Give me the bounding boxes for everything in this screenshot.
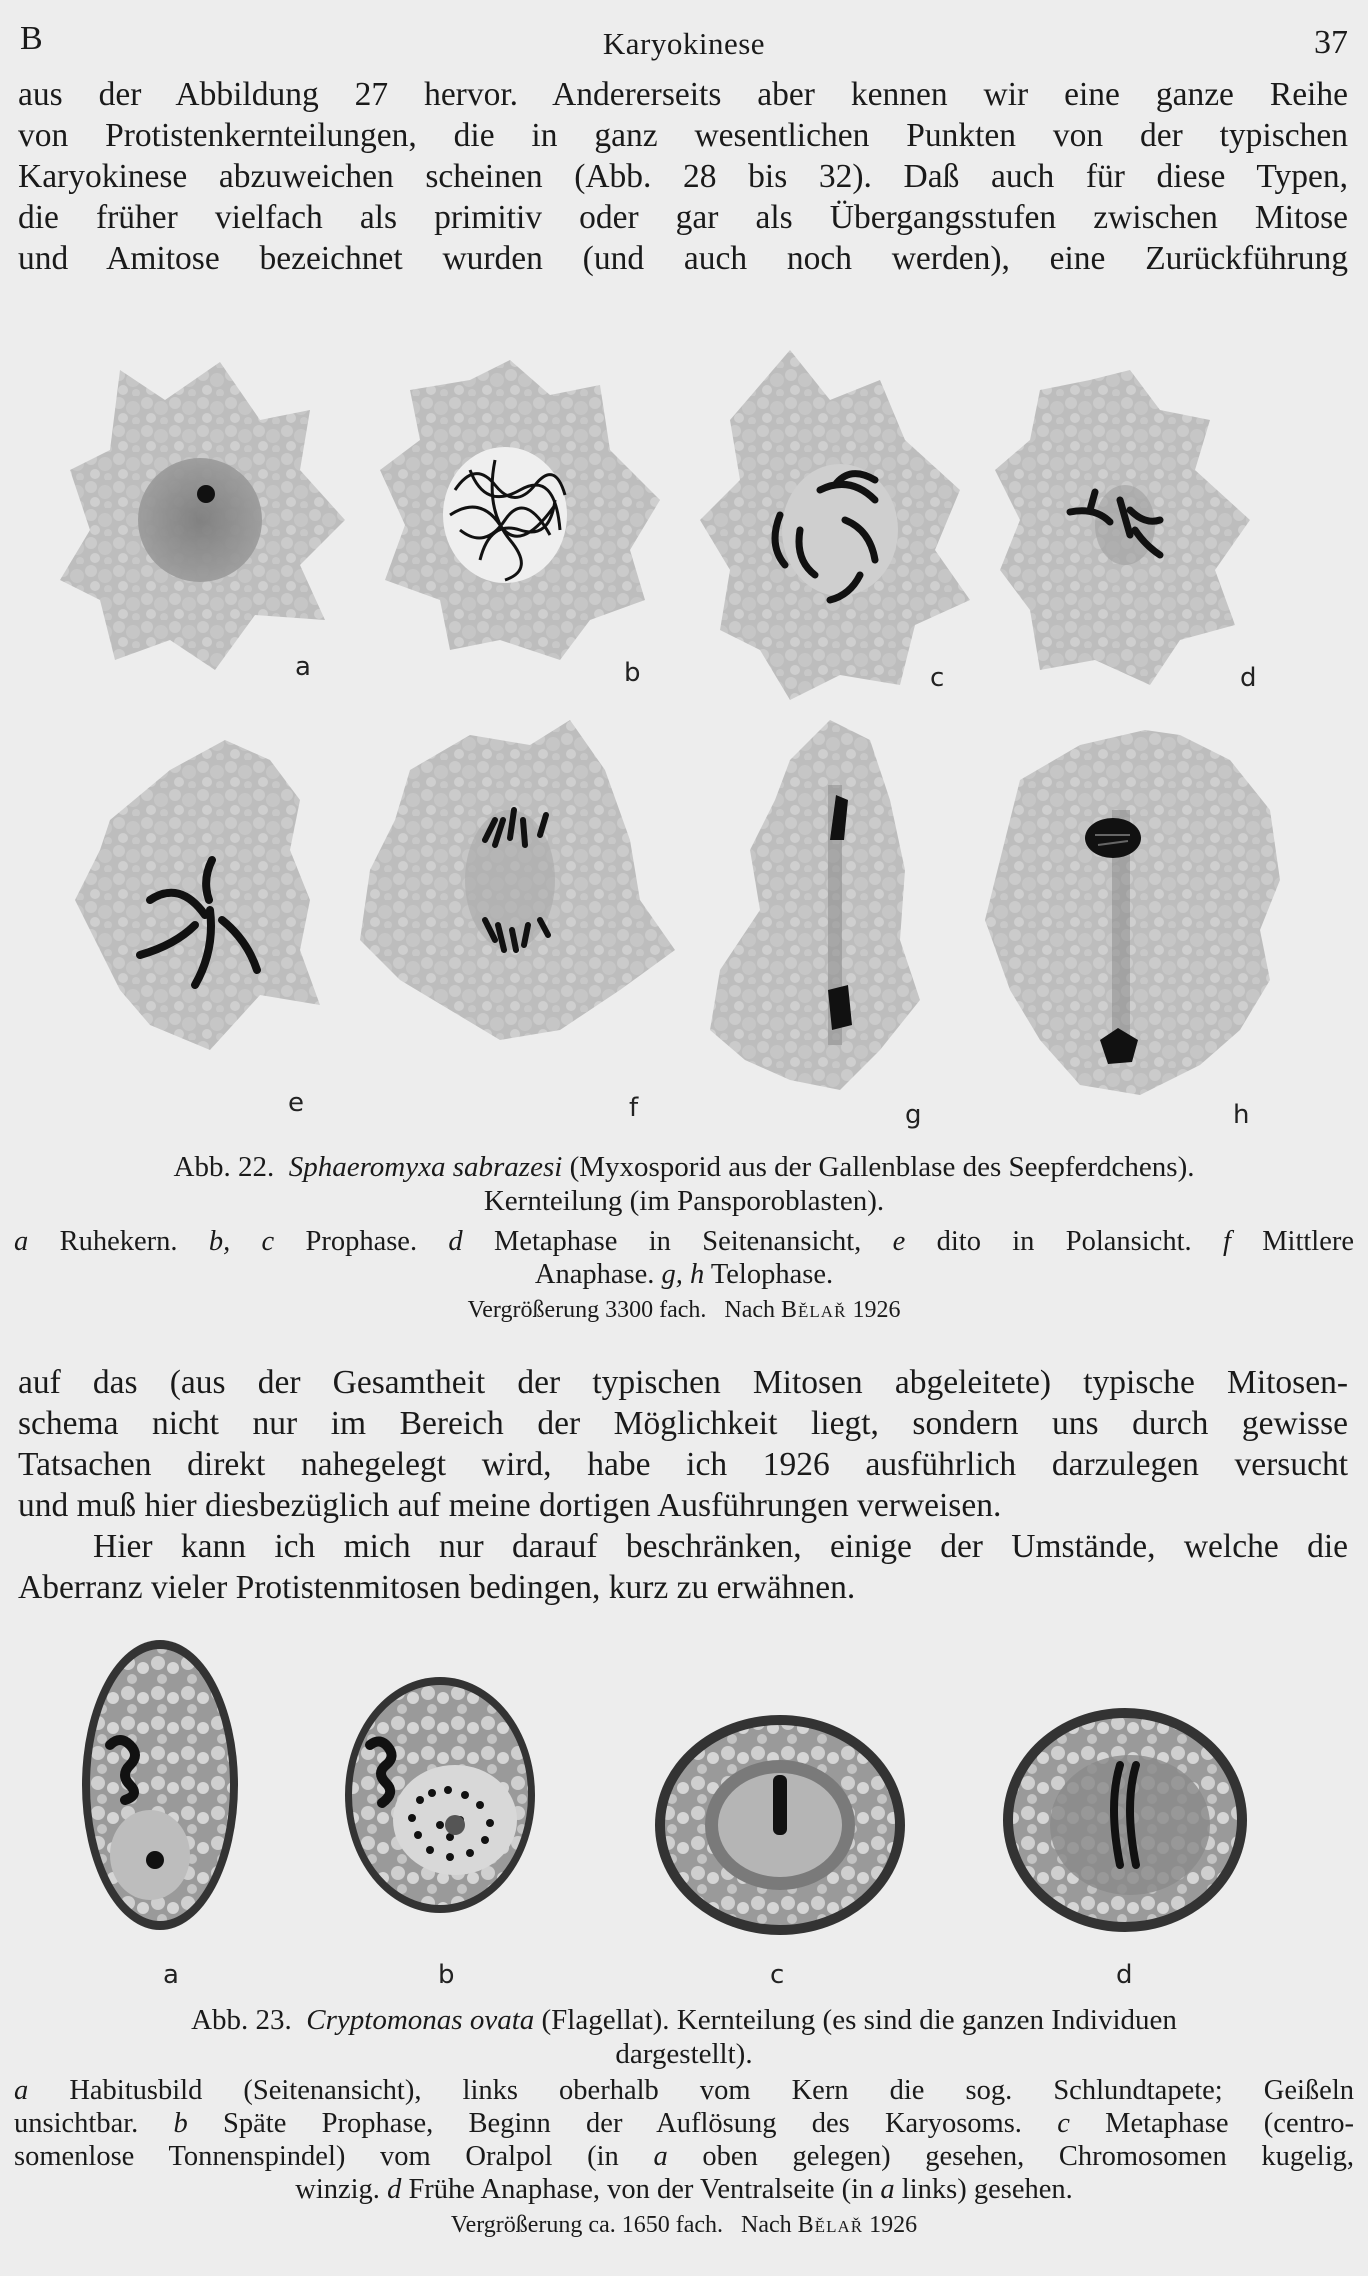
figure-23-legend bbox=[14, 2074, 1354, 2206]
figure-23-credit bbox=[0, 2212, 1368, 2239]
page-number: 37 bbox=[1314, 24, 1348, 61]
legend-text: dito in Polansicht. bbox=[905, 1226, 1223, 1257]
legend-key: b bbox=[173, 2108, 188, 2139]
cell-c bbox=[700, 350, 970, 700]
cell-b bbox=[380, 360, 660, 660]
figure-label: h bbox=[1233, 1100, 1250, 1130]
legend-key: a bbox=[14, 1226, 29, 1257]
caption-line bbox=[20, 2003, 1348, 2037]
cell-h bbox=[985, 730, 1280, 1095]
legend-text: Telophase. bbox=[704, 1259, 834, 1290]
figure-22-illustration bbox=[0, 340, 1368, 1140]
legend-line bbox=[14, 2074, 1354, 2107]
legend-key: b, c bbox=[208, 1226, 275, 1257]
figure-label: a bbox=[163, 1960, 179, 1990]
legend-key: d bbox=[448, 1226, 463, 1257]
text-line: aus der Abbildung 27 hervor. Andererseits aber kennen wir eine ganze Reihe bbox=[18, 76, 1348, 113]
paragraph-1 bbox=[18, 74, 1348, 279]
figure-22-legend bbox=[14, 1225, 1354, 1291]
paragraph-3 bbox=[18, 1526, 1348, 1608]
figure-label: e bbox=[288, 1088, 304, 1118]
cell-f bbox=[360, 720, 675, 1040]
caption-line: dargestellt). bbox=[615, 2038, 753, 2070]
legend-text: Habitusbild (Seitenansicht), links oberhalb vom Kern die sog. Schlundtapete; Geißeln bbox=[28, 2075, 1354, 2106]
running-head-title: Karyokinese bbox=[602, 26, 766, 61]
figure-label: a bbox=[295, 652, 311, 682]
legend-line bbox=[14, 2107, 1354, 2140]
caption-text: (Flagellat). Kernteilung (es sind die ganzen Individuen bbox=[541, 2004, 1177, 2036]
figure-23 bbox=[0, 1625, 1368, 1995]
caption-number: Abb. 23. bbox=[191, 2004, 292, 2036]
figure-label: c bbox=[770, 1960, 785, 1990]
text-line: die früher vielfach als primitiv oder gar als Übergangsstufen zwischen Mitose bbox=[18, 199, 1348, 236]
legend-line bbox=[14, 1258, 1354, 1291]
figure-22-caption bbox=[20, 1150, 1348, 1218]
figure-label: c bbox=[930, 663, 945, 693]
cell-a bbox=[60, 362, 345, 670]
figure-label: f bbox=[629, 1093, 639, 1123]
legend-text: Metaphase in Seitenansicht, bbox=[462, 1226, 893, 1257]
legend-line bbox=[14, 2140, 1354, 2173]
figure-label: b bbox=[438, 1960, 455, 1990]
legend-text: Anaphase. bbox=[534, 1259, 662, 1290]
source-author: Bělař bbox=[781, 1297, 847, 1323]
text-line: Karyokinese abzuweichen scheinen (Abb. 28 bis 32). Daß auch für diese Typen, bbox=[18, 158, 1348, 195]
source-prefix: Nach bbox=[741, 2212, 792, 2238]
individual-b bbox=[345, 1677, 535, 1913]
figure-22 bbox=[0, 340, 1368, 1140]
legend-key: g, h bbox=[661, 1259, 705, 1290]
legend-text: links) gesehen. bbox=[894, 2174, 1073, 2205]
text-line: Hier kann ich mich nur darauf beschränken, einige der Umstände, welche die bbox=[93, 1528, 1348, 1565]
legend-key: a bbox=[880, 2174, 895, 2205]
paragraph-2 bbox=[18, 1362, 1348, 1526]
caption-text: (Myxosporid aus der Gallenblase des Seepferdchens). bbox=[569, 1151, 1195, 1183]
figure-23-illustration bbox=[0, 1625, 1368, 1995]
species-name: Sphaeromyxa sabrazesi bbox=[288, 1151, 563, 1183]
source-author: Bělař bbox=[797, 2212, 864, 2238]
figure-label: b bbox=[624, 658, 641, 688]
legend-text: Frühe Anaphase, von der Ventralseite (in bbox=[401, 2174, 881, 2205]
figure-label: d bbox=[1240, 663, 1257, 693]
text-line: auf das (aus der Gesamtheit der typischen Mitosen abgeleitete) typische Mitosen- bbox=[18, 1364, 1348, 1401]
legend-text: oben gelegen) gesehen, Chromosomen kugelig, bbox=[667, 2141, 1354, 2172]
text-line: Aberranz vieler Protistenmitosen bedingen, kurz zu erwähnen. bbox=[18, 1569, 856, 1606]
text-line: schema nicht nur im Bereich der Möglichkeit liegt, sondern uns durch gewisse bbox=[18, 1405, 1348, 1442]
text-line: und Amitose bezeichnet wurden (und auch noch werden), eine Zurückführung bbox=[18, 240, 1348, 277]
source-year: 1926 bbox=[869, 2212, 918, 2238]
magnification: Vergrößerung ca. 1650 fach. bbox=[450, 2212, 724, 2238]
caption-line: Kernteilung (im Pansporoblasten). bbox=[483, 1185, 885, 1217]
source-year: 1926 bbox=[852, 1297, 901, 1323]
legend-key: d bbox=[387, 2174, 402, 2205]
figure-label: d bbox=[1116, 1960, 1133, 1990]
figure-23-caption bbox=[20, 2003, 1348, 2071]
legend-text: Metaphase (centro- bbox=[1069, 2108, 1354, 2139]
caption-number: Abb. 22. bbox=[173, 1151, 275, 1183]
legend-line bbox=[14, 1225, 1354, 1258]
legend-text: Prophase. bbox=[274, 1226, 449, 1257]
legend-line bbox=[14, 2173, 1354, 2206]
caption-line bbox=[20, 1150, 1348, 1184]
individual-d bbox=[1003, 1708, 1247, 1932]
magnification: Vergrößerung 3300 fach. bbox=[467, 1297, 707, 1323]
legend-key: a bbox=[653, 2141, 668, 2172]
figure-label: g bbox=[905, 1100, 922, 1130]
legend-text: Ruhekern. bbox=[28, 1226, 209, 1257]
legend-text: winzig. bbox=[295, 2174, 388, 2205]
legend-text: unsichtbar. bbox=[14, 2108, 174, 2139]
legend-key: a bbox=[14, 2075, 29, 2106]
text-line: und muß hier diesbezüglich auf meine dortigen Ausführungen verweisen. bbox=[18, 1487, 1002, 1524]
cell-e bbox=[75, 740, 320, 1050]
figure-22-credit bbox=[0, 1297, 1368, 1324]
text-line: Tatsachen direkt nahegelegt wird, habe ich 1926 ausführlich darzulegen versucht bbox=[18, 1446, 1348, 1483]
individual-a bbox=[82, 1640, 238, 1930]
legend-key: f bbox=[1222, 1226, 1231, 1257]
legend-key: e bbox=[892, 1226, 906, 1257]
species-name: Cryptomonas ovata bbox=[306, 2004, 535, 2036]
individual-c bbox=[655, 1715, 905, 1935]
legend-text: somenlose Tonnenspindel) vom Oralpol (in bbox=[14, 2141, 654, 2172]
header-section-letter: B bbox=[20, 20, 43, 57]
legend-text: Späte Prophase, Beginn der Auflösung des Karyosoms. bbox=[187, 2108, 1058, 2139]
text-line: von Protistenkernteilungen, die in ganz wesentlichen Punkten von der typischen bbox=[18, 117, 1348, 154]
cell-d bbox=[995, 370, 1250, 685]
source-prefix: Nach bbox=[724, 1297, 776, 1323]
legend-key: c bbox=[1057, 2108, 1070, 2139]
legend-text: Mittlere bbox=[1230, 1226, 1354, 1257]
cell-g bbox=[710, 720, 920, 1090]
